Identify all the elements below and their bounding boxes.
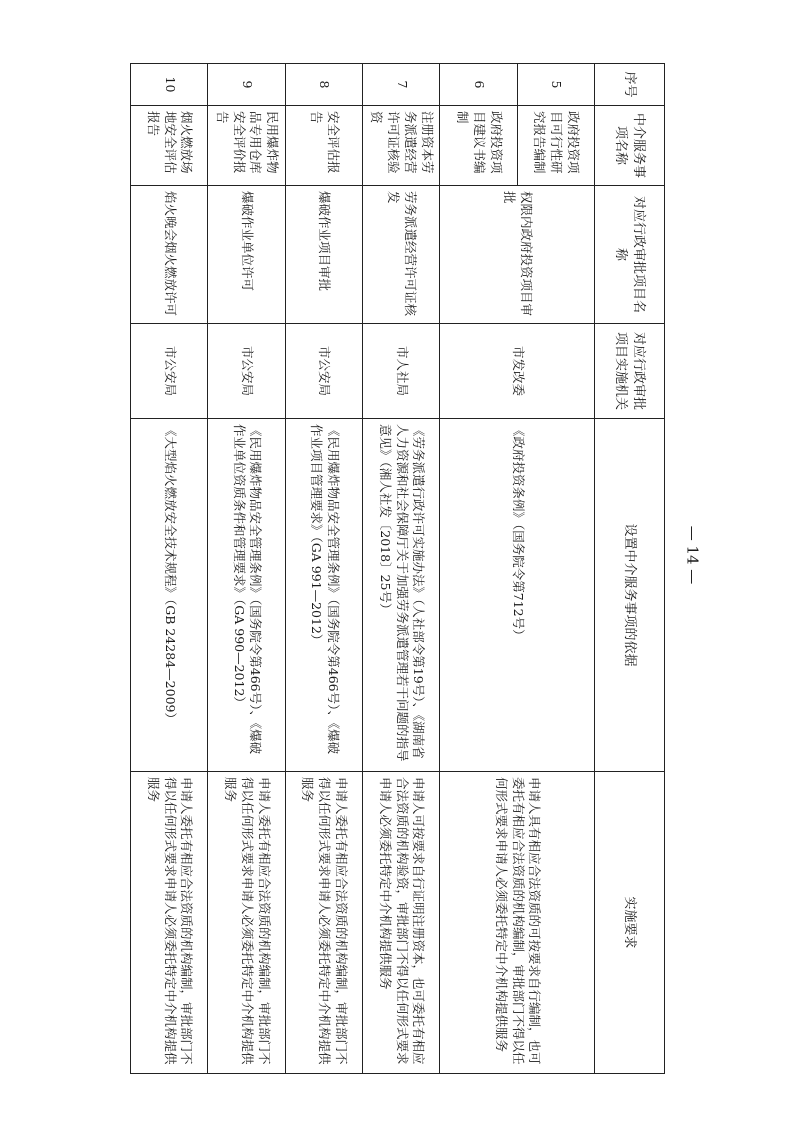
row-index: 7 — [363, 64, 440, 106]
row-requirement: 申请人委托有相应合法资质的机构编制，审批部门不得以任何形式要求申请人必须委托特定中介机构提供服务 — [285, 772, 362, 1074]
row-approval-org: 市公安局 — [285, 324, 362, 419]
row-basis: 《劳务派遣行政许可实施办法》（人社部令第19号）、《湖南省人力资源和社会保障厅关于加强劳务派遣管理若干问题的指导意见》（湘人社发〔2018〕25号） — [363, 419, 440, 772]
row-service-name: 政府投资项目建议书编制 — [440, 106, 517, 186]
intermediary-services-table — [130, 63, 665, 1074]
page-number-text: — 14 — — [683, 525, 701, 585]
row-approval-org: 市发改委 — [440, 324, 595, 419]
row-requirement: 申请人具有相应合法资质的可按要求自行编制，也可委托有相应合法资质的机构编制，审批部门不得以任何形式要求申请人必须委托特定中介机构提供服务 — [440, 772, 595, 1074]
header-basis: 设置中介服务事项的依据 — [595, 419, 665, 772]
row-approval-org: 市公安局 — [208, 324, 285, 419]
header-requirement: 实施要求 — [595, 772, 665, 1074]
table-row — [517, 64, 594, 1074]
row-basis: 《民用爆炸物品安全管理条例》（国务院令第466号）、《爆破作业单位资质条件和管理要求》（GA 990—2012） — [208, 419, 285, 772]
header-service-name: 中介服务事项名称 — [595, 106, 665, 186]
header-index: 序号 — [595, 64, 665, 106]
row-index: 9 — [208, 64, 285, 106]
row-index: 5 — [517, 64, 594, 106]
row-approval-org: 市公安局 — [131, 324, 208, 419]
table-row — [363, 64, 440, 1074]
table-row — [208, 64, 285, 1074]
row-index: 10 — [131, 64, 208, 106]
row-approval-item: 爆破作业项目审批 — [285, 186, 362, 324]
row-service-name: 烟火燃放场地安全评估报告 — [131, 106, 208, 186]
row-basis: 《政府投资条例》（国务院令第712号） — [440, 419, 595, 772]
row-approval-item: 劳务派遣经营许可证核发 — [363, 186, 440, 324]
page-number — [672, 480, 712, 630]
table-row — [131, 64, 208, 1074]
row-approval-item: 权限内政府投资项目审批 — [440, 186, 595, 324]
row-index: 8 — [285, 64, 362, 106]
table-row — [285, 64, 362, 1074]
row-approval-org: 市人社局 — [363, 324, 440, 419]
row-service-name: 安全评估报告 — [285, 106, 362, 186]
row-requirement: 申请人可按要求自行证明注册资本，也可委托有相应合法资质的机构验资，审批部门不得以任何形式要求申请人必须委托特定中介机构提供服务 — [363, 772, 440, 1074]
row-service-name: 民用爆炸物品专用仓库安全评价报告 — [208, 106, 285, 186]
row-index: 6 — [440, 64, 517, 106]
header-approval-org: 对应行政审批项目实施机关 — [595, 324, 665, 419]
row-service-name: 注册资本劳务派遣经营许可证核验资 — [363, 106, 440, 186]
row-approval-item: 焰火晚会烟火燃放许可 — [131, 186, 208, 324]
row-requirement: 申请人委托有相应合法资质的机构编制，审批部门不得以任何形式要求申请人必须委托特定中介机构提供服务 — [208, 772, 285, 1074]
header-approval-item: 对应行政审批项目名称 — [595, 186, 665, 324]
row-service-name: 政府投资项目可行性研究报告编制 — [517, 106, 594, 186]
row-basis: 《大型焰火燃放安全技术规程》（GB 24284—2009） — [131, 419, 208, 772]
row-requirement: 申请人委托有相应合法资质的机构编制，审批部门不得以任何形式要求申请人必须委托特定中介机构提供服务 — [131, 772, 208, 1074]
rotated-table-sheet — [130, 63, 665, 1073]
row-basis: 《民用爆炸物品安全管理条例》（国务院令第466号）、《爆破作业项目管理要求》（GA 991—2012） — [285, 419, 362, 772]
row-approval-item: 爆破作业单位许可 — [208, 186, 285, 324]
table-header-row — [595, 64, 665, 1074]
